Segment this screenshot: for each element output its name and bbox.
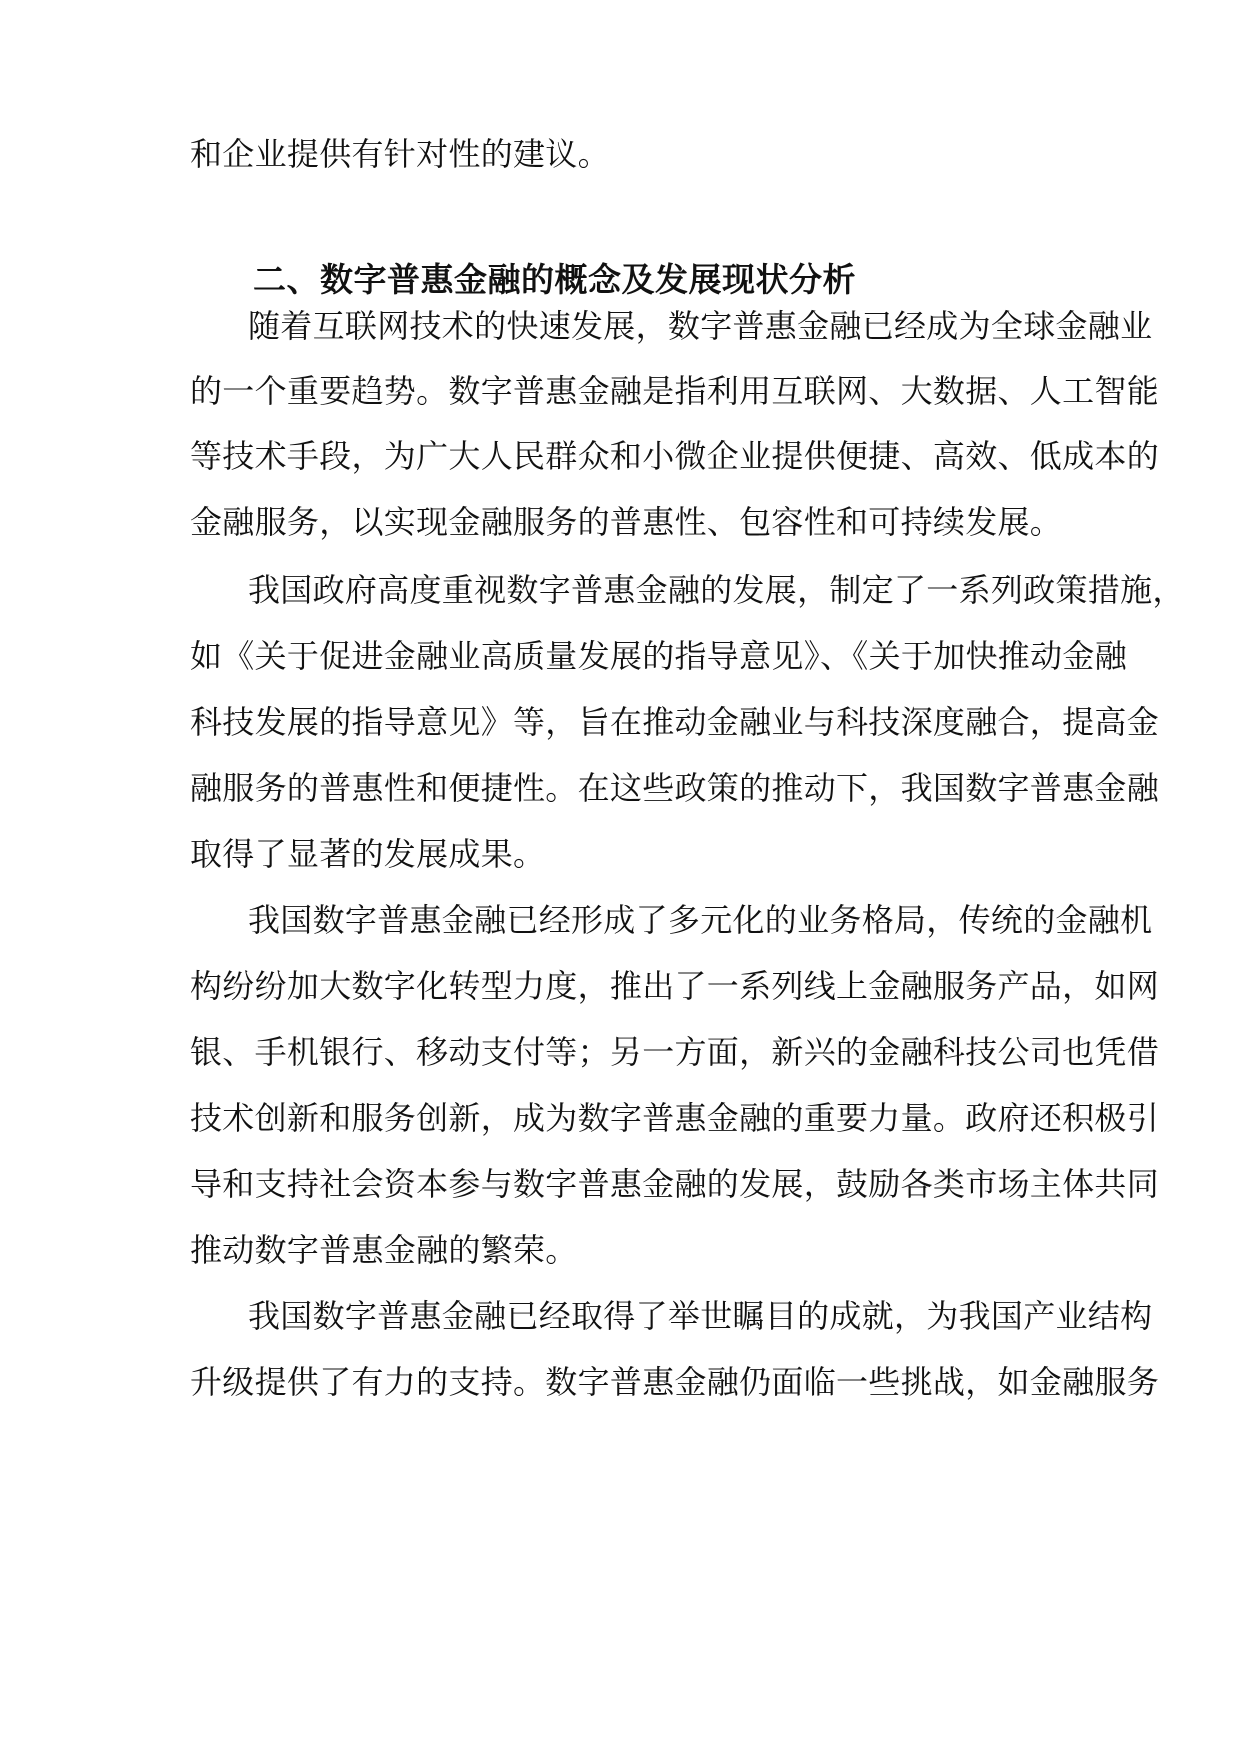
paragraph-line: 我国政府高度重视数字普惠金融的发展，制定了一系列政策措施， (248, 571, 1185, 609)
paragraph-line: 技术创新和服务创新，成为数字普惠金融的重要力量。政府还积极引 (190, 1099, 1160, 1137)
paragraph-line: 构纷纷加大数字化转型力度，推出了一系列线上金融服务产品，如网 (190, 967, 1160, 1005)
paragraph-line: 科技发展的指导意见》等，旨在推动金融业与科技深度融合，提高金 (190, 703, 1160, 741)
paragraph-line: 取得了显著的发展成果。 (190, 835, 546, 873)
paragraph-line: 等技术手段，为广大人民群众和小微企业提供便捷、高效、低成本的 (190, 437, 1160, 475)
paragraph-line: 导和支持社会资本参与数字普惠金融的发展，鼓励各类市场主体共同 (190, 1165, 1160, 1203)
paragraph-line: 升级提供了有力的支持。数字普惠金融仍面临一些挑战，如金融服务 (190, 1363, 1160, 1401)
section-heading: 二、数字普惠金融的概念及发展现状分析 (253, 260, 856, 299)
paragraph-line: 我国数字普惠金融已经形成了多元化的业务格局，传统的金融机 (248, 901, 1153, 939)
intro-tail-line: 和企业提供有针对性的建议。 (190, 135, 610, 173)
paragraph-line: 如《关于促进金融业高质量发展的指导意见》、《关于加快推动金融 (190, 637, 1128, 675)
paragraph-line: 的一个重要趋势。数字普惠金融是指利用互联网、大数据、人工智能 (190, 372, 1160, 410)
paragraph-line: 银、手机银行、移动支付等；另一方面，新兴的金融科技公司也凭借 (190, 1033, 1160, 1071)
paragraph-line: 我国数字普惠金融已经取得了举世瞩目的成就，为我国产业结构 (248, 1297, 1153, 1335)
paragraph-line: 随着互联网技术的快速发展，数字普惠金融已经成为全球金融业 (248, 307, 1153, 345)
paragraph-line: 金融服务，以实现金融服务的普惠性、包容性和可持续发展。 (190, 503, 1063, 541)
paragraph-line: 融服务的普惠性和便捷性。在这些政策的推动下，我国数字普惠金融 (190, 769, 1160, 807)
paragraph-line: 推动数字普惠金融的繁荣。 (190, 1231, 578, 1269)
